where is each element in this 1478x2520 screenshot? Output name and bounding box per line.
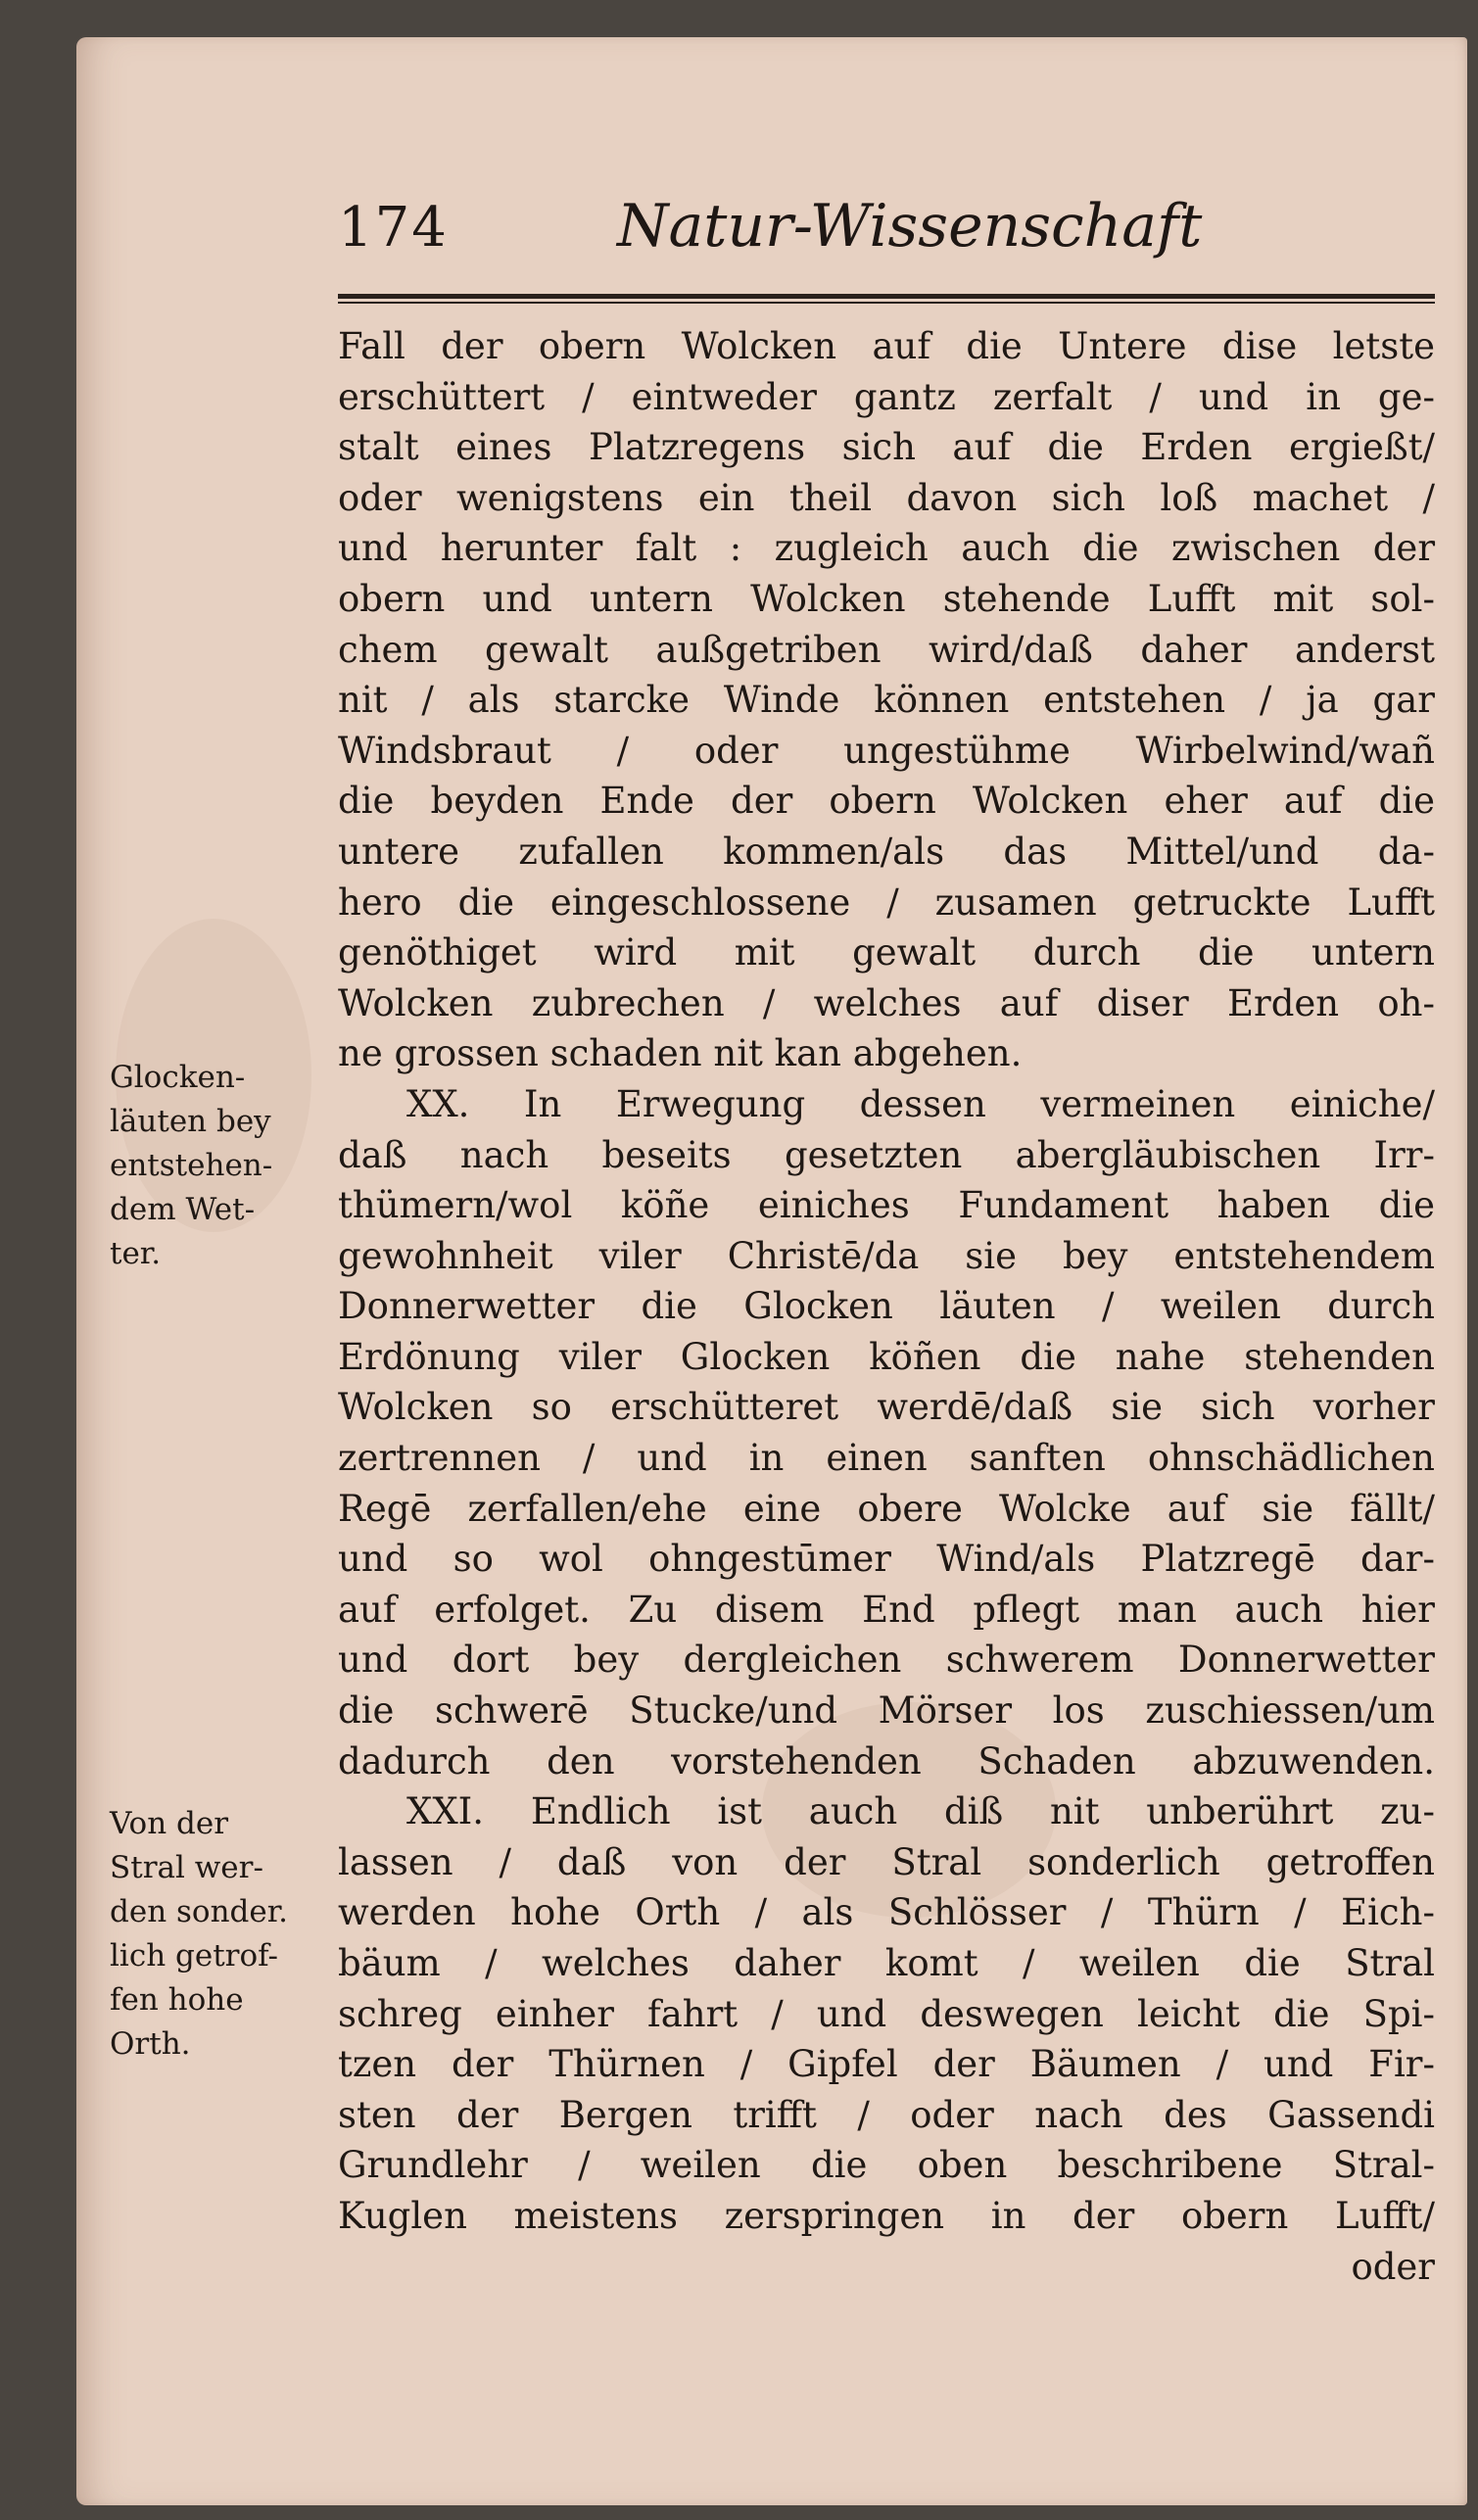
text-line: thümern/wol köñe einiches Fundament haben die: [338, 1184, 1435, 1227]
marginal-note-line: Orth.: [110, 2026, 191, 2062]
text-line: gewohnheit viler Christē/da sie bey entstehendem: [338, 1234, 1435, 1277]
page-number: 174: [338, 196, 449, 260]
text-line: daß nach beseits gesetzten abergläubischen Irr-: [338, 1133, 1435, 1176]
text-line: Grundlehr / weilen die oben beschribene Stral-: [338, 2144, 1435, 2187]
text-line: die beyden Ende der obern Wolcken eher auf die: [338, 780, 1435, 823]
marginal-note-line: fen hohe: [110, 1982, 244, 2018]
text-line: und dort bey dergleichen schwerem Donnerwetter: [338, 1639, 1435, 1682]
text-line: Donnerwetter die Glocken läuten / weilen durch: [338, 1285, 1435, 1328]
header-rule: [338, 294, 1435, 304]
marginal-note-line: Glocken-: [110, 1060, 246, 1095]
text-line: sten der Bergen trifft / oder nach des Gassendi: [338, 2093, 1435, 2136]
text-line: hero die eingeschlossene / zusamen getruckte Lufft: [338, 880, 1435, 924]
text-line: erschüttert / eintweder gantz zerfalt / und in ge-: [338, 375, 1435, 418]
text-line: dadurch den vorstehenden Schaden abzuwenden.: [338, 1739, 1435, 1783]
text-line: nit / als starcke Winde können entstehen / ja gar: [338, 679, 1435, 722]
text-line: Fall der obern Wolcken auf die Untere dise letste: [338, 325, 1435, 367]
marginal-note: [110, 1056, 325, 1276]
text-line: genöthiget wird mit gewalt durch die untern: [338, 931, 1435, 975]
text-line: Kuglen meistens zerspringen in der obern Lufft/: [338, 2194, 1435, 2237]
text-line: zertrennen / und in einen sanften ohnschädlichen: [338, 1437, 1435, 1480]
running-title: Natur-Wissenschaft: [617, 192, 1203, 261]
text-line: untere zufallen kommen/als das Mittel/und da-: [338, 830, 1435, 873]
text-line: lassen / daß von der Stral sonderlich getroffen: [338, 1840, 1435, 1883]
marginal-note-line: dem Wet-: [110, 1192, 256, 1227]
marginal-note-line: läuten bey: [110, 1104, 271, 1139]
text-line: und herunter falt : zugleich auch die zwischen der: [338, 527, 1435, 570]
text-line: oder wenigstens ein theil davon sich loß machet /: [338, 476, 1435, 519]
text-line: Erdönung viler Glocken köñen die nahe stehenden: [338, 1335, 1435, 1378]
marginal-note-line: Stral wer-: [110, 1850, 263, 1885]
catchword: oder: [1351, 2245, 1435, 2288]
text-line: und so wol ohngestūmer Wind/als Platzregē dar-: [338, 1538, 1435, 1581]
text-line: Regē zerfallen/ehe eine obere Wolcke auf sie fällt/: [338, 1487, 1435, 1530]
text-line: ne grossen schaden nit kan abgehen.: [338, 1032, 1023, 1075]
text-line: tzen der Thürnen / Gipfel der Bäumen / und Fir-: [338, 2043, 1435, 2086]
paragraph-start-line: XXI. Endlich ist auch diß nit unberührt zu-: [406, 1790, 1435, 1833]
marginal-note: [110, 1802, 325, 2067]
text-line: die schwerē Stucke/und Mörser los zuschiessen/um: [338, 1689, 1435, 1733]
body-text: [338, 321, 1435, 2292]
marginal-note-line: den sonder.: [110, 1894, 289, 1929]
text-line: Wolcken zubrechen / welches auf diser Erden oh-: [338, 981, 1435, 1024]
marginal-note-line: Von der: [110, 1806, 229, 1841]
text-line: Wolcken so erschütteret werdē/daß sie sich vorher: [338, 1386, 1435, 1429]
text-line: bäum / welches daher komt / weilen die Stral: [338, 1942, 1435, 1984]
marginal-note-line: entstehen-: [110, 1148, 273, 1183]
text-line: stalt eines Platzregens sich auf die Erden ergießt/: [338, 426, 1435, 469]
page-header: [338, 186, 1425, 270]
text-line: auf erfolget. Zu disem End pflegt man auch hier: [338, 1588, 1435, 1631]
paragraph-start-line: XX. In Erwegung dessen vermeinen einiche/: [406, 1082, 1435, 1125]
marginal-note-line: ter.: [110, 1236, 162, 1271]
text-line: chem gewalt außgetriben wird/daß daher anderst: [338, 628, 1435, 671]
text-line: werden hohe Orth / als Schlösser / Thürn / Eich-: [338, 1891, 1435, 1934]
text-line: obern und untern Wolcken stehende Lufft mit sol-: [338, 577, 1435, 620]
text-line: Windsbraut / oder ungestühme Wirbelwind/wañ: [338, 729, 1435, 772]
text-line: schreg einher fahrt / und deswegen leicht die Spi-: [338, 1992, 1435, 2035]
marginal-note-line: lich getrof-: [110, 1938, 278, 1973]
